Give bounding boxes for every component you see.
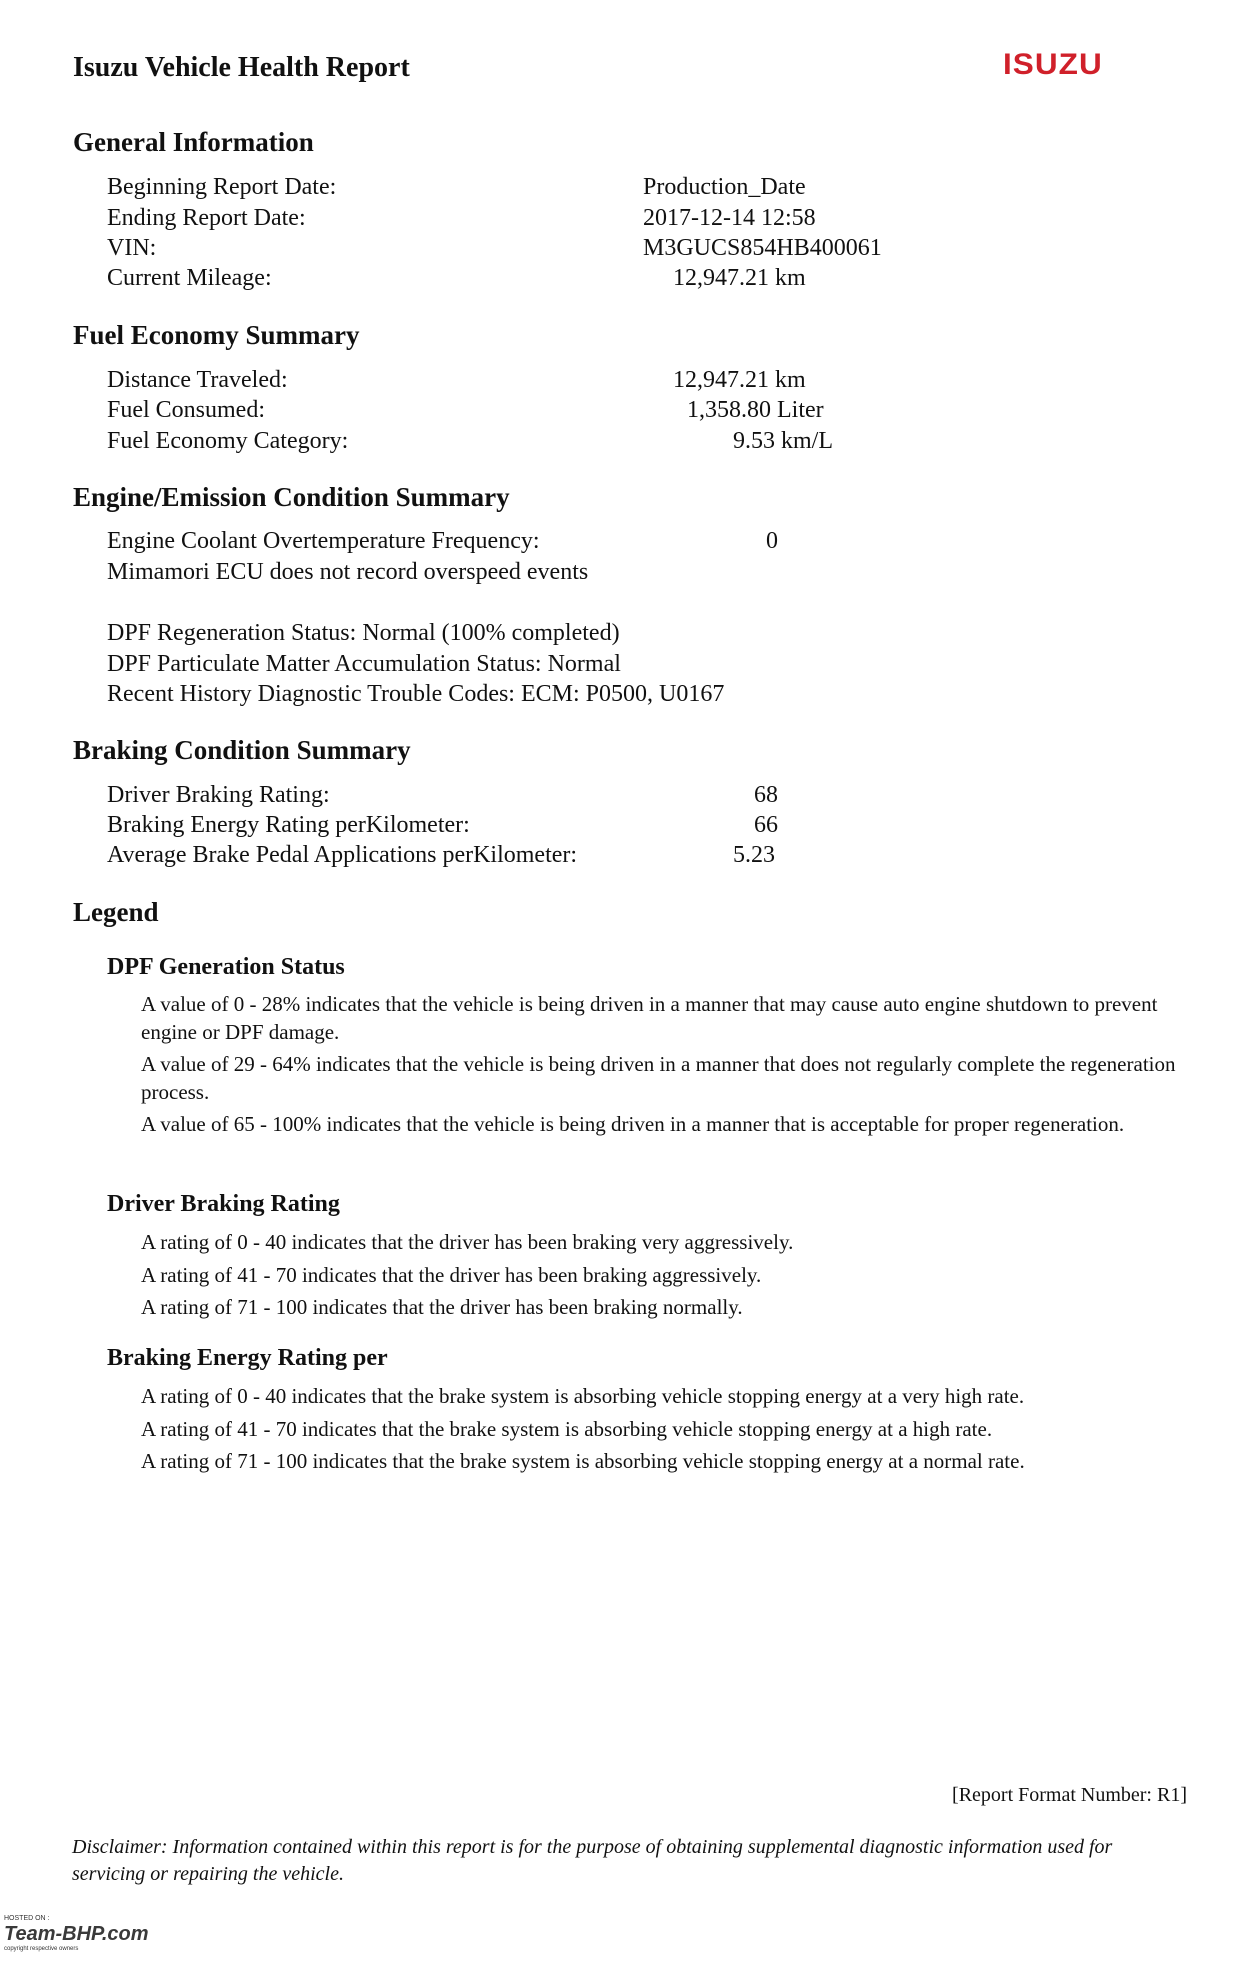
- energy-legend-item: A rating of 41 - 70 indicates that the brake system is absorbing vehicle stopping energy at a high rate.: [141, 1417, 993, 1441]
- dpf-legend-item: A value of 0 - 28% indicates that the vehicle is being driven in a manner that may cause auto engine shutdown to prevent engine or DPF damage.: [141, 992, 1158, 1044]
- braking-energy-rating-label: Braking Energy Rating perKilometer:: [107, 812, 470, 838]
- diagnostic-trouble-codes: Recent History Diagnostic Trouble Codes: ECM: P0500, U0167: [107, 681, 725, 707]
- general-information-heading: General Information: [73, 127, 314, 157]
- dpf-generation-status-heading: DPF Generation Status: [107, 954, 345, 980]
- dpf-pm-accumulation-status: DPF Particulate Matter Accumulation Status: Normal: [107, 651, 621, 677]
- hosted-on-label: HOSTED ON :: [4, 1915, 50, 1922]
- vin-value: M3GUCS854HB400061: [643, 235, 882, 261]
- fuel-consumed-value: 1,358.80 Liter: [687, 397, 824, 423]
- brake-pedal-applications-value: 5.23: [733, 842, 775, 868]
- fuel-economy-category-value: 9.53 km/L: [733, 428, 833, 454]
- isuzu-logo: ISUZU: [1003, 48, 1103, 81]
- driver-legend-item: A rating of 0 - 40 indicates that the driver has been braking very aggressively.: [141, 1230, 794, 1254]
- team-bhp-watermark: [4, 1914, 149, 1954]
- driver-braking-rating-legend-heading: Driver Braking Rating: [107, 1191, 340, 1217]
- fuel-economy-category-label: Fuel Economy Category:: [107, 428, 349, 454]
- braking-energy-legend-heading: Braking Energy Rating per: [107, 1345, 388, 1371]
- fuel-economy-heading: Fuel Economy Summary: [73, 320, 360, 350]
- coolant-overtemp-label: Engine Coolant Overtemperature Frequency:: [107, 528, 540, 554]
- coolant-overtemp-value: 0: [766, 528, 778, 554]
- current-mileage-label: Current Mileage:: [107, 265, 272, 291]
- watermark-brand-left: Team-: [4, 1923, 63, 1945]
- watermark-small-text: copyright respective owners: [4, 1946, 79, 1952]
- dpf-regeneration-status: DPF Regeneration Status: Normal (100% completed): [107, 620, 620, 646]
- braking-condition-heading: Braking Condition Summary: [73, 735, 411, 765]
- distance-traveled-label: Distance Traveled:: [107, 367, 288, 393]
- overspeed-note: Mimamori ECU does not record overspeed events: [107, 559, 589, 585]
- driver-legend-item: A rating of 41 - 70 indicates that the driver has been braking aggressively.: [141, 1263, 762, 1287]
- driver-braking-rating-label: Driver Braking Rating:: [107, 782, 330, 808]
- engine-emission-heading: Engine/Emission Condition Summary: [73, 482, 510, 512]
- legend-heading: Legend: [73, 897, 159, 927]
- ending-report-date-value: 2017-12-14 12:58: [643, 205, 816, 231]
- driver-legend-item: A rating of 71 - 100 indicates that the driver has been braking normally.: [141, 1295, 743, 1319]
- dpf-legend-item: A value of 65 - 100% indicates that the vehicle is being driven in a manner that is acceptable for proper regeneration.: [141, 1112, 1125, 1136]
- ending-report-date-label: Ending Report Date:: [107, 205, 306, 231]
- report-title: Isuzu Vehicle Health Report: [73, 52, 410, 83]
- brake-pedal-applications-label: Average Brake Pedal Applications perKilometer:: [107, 842, 578, 868]
- report-format-number: [Report Format Number: R1]: [952, 1784, 1187, 1806]
- beginning-report-date-value: Production_Date: [643, 174, 806, 200]
- driver-braking-rating-value: 68: [754, 782, 778, 808]
- vin-label: VIN:: [107, 235, 157, 261]
- energy-legend-item: A rating of 71 - 100 indicates that the brake system is absorbing vehicle stopping energy at a normal rate.: [141, 1449, 1025, 1473]
- disclaimer: Disclaimer: Information contained within this report is for the purpose of obtaining supplemental diagnostic information used for servicing or repairing the vehicle.: [72, 1836, 1113, 1885]
- fuel-consumed-label: Fuel Consumed:: [107, 397, 266, 423]
- energy-legend-item: A rating of 0 - 40 indicates that the brake system is absorbing vehicle stopping energy at a very high rate.: [141, 1384, 1025, 1408]
- dpf-legend-item: A value of 29 - 64% indicates that the vehicle is being driven in a manner that does not regularly complete the regeneration process.: [141, 1052, 1176, 1104]
- distance-traveled-value: 12,947.21 km: [673, 367, 806, 393]
- current-mileage-value: 12,947.21 km: [673, 265, 806, 291]
- braking-energy-rating-value: 66: [754, 812, 778, 838]
- beginning-report-date-label: Beginning Report Date:: [107, 174, 337, 200]
- watermark-brand-right: BHP.com: [62, 1923, 149, 1945]
